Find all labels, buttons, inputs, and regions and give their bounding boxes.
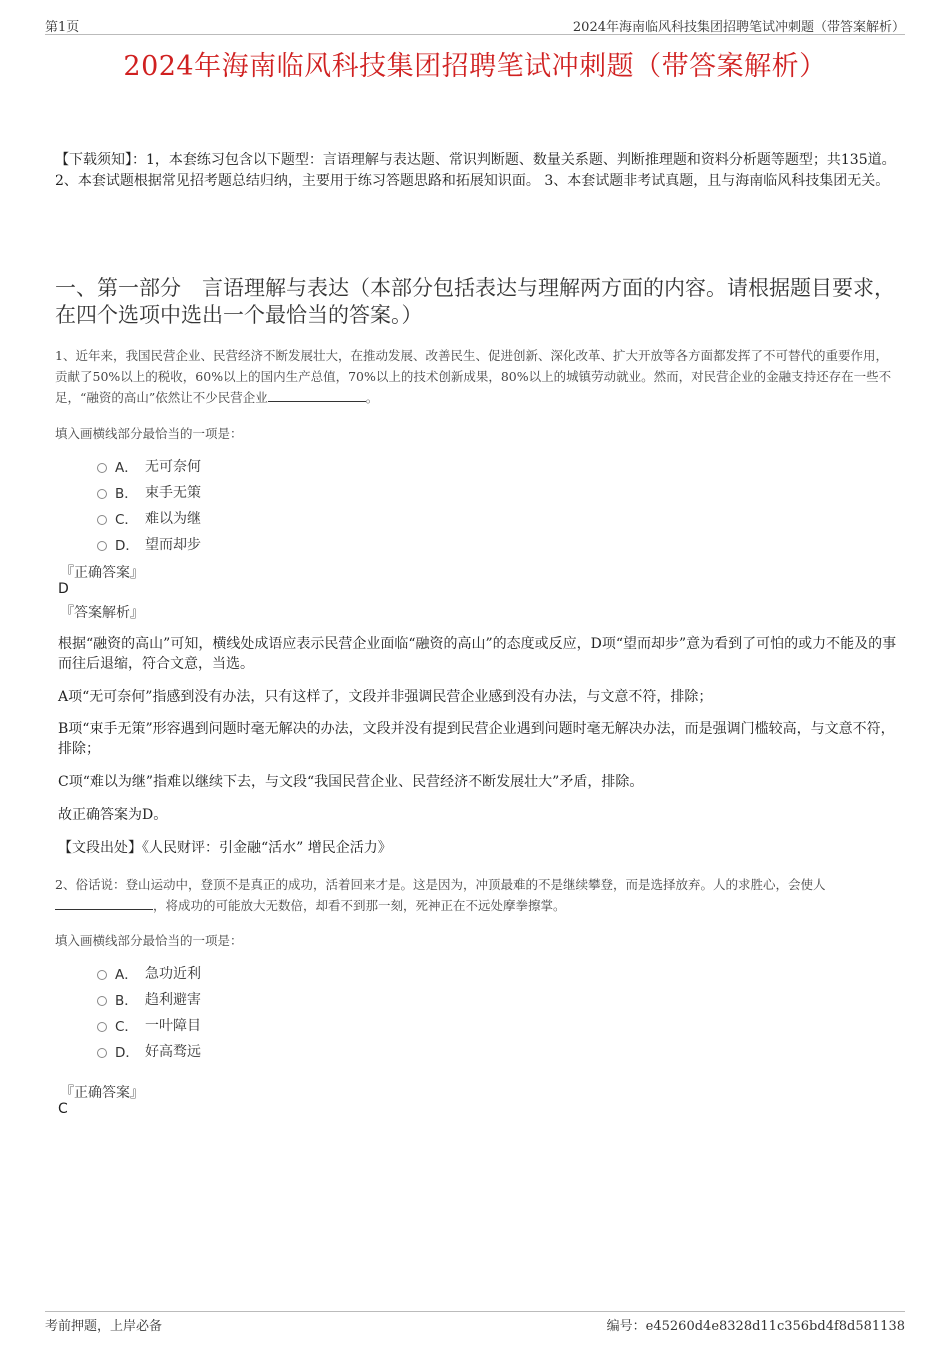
question-2-option-a[interactable]: A． 急功近利	[97, 960, 201, 986]
page-header	[45, 14, 905, 35]
analysis-paragraph: 根据“融资的高山”可知，横线处成语应表示民营企业面临“融资的高山”的态度或反应，D项“望而却步”意为看到了可怕的或力不能及的事而往后退缩，符合文意，当选。	[58, 636, 897, 672]
question-2-text-after: ，将成功的可能放大无数倍，却看不到那一刻，死神正在不远处摩拳擦掌。	[153, 898, 566, 913]
question-1-answer: D	[58, 581, 69, 597]
radio-icon[interactable]	[97, 1048, 107, 1058]
analysis-paragraph: A项“无可奈何”指感到没有办法，只有这样了，文段并非强调民营企业感到没有办法，与文意不符，排除；	[58, 689, 713, 705]
footer-serial: 编号：e45260d4e8328d11c356bd4f8d581138	[606, 1319, 905, 1334]
question-1-text	[55, 345, 900, 408]
question-2-text	[55, 874, 900, 916]
question-2-answer: C	[58, 1101, 68, 1117]
question-1-analysis-label: 『答案解析』	[60, 605, 144, 621]
question-1-options	[97, 453, 201, 557]
question-2-answer-label: 『正确答案』	[60, 1085, 144, 1101]
radio-icon[interactable]	[97, 463, 107, 473]
analysis-paragraph: B项“束手无策”形容遇到问题时毫无解决的办法，文段并没有提到民营企业遇到问题时毫无解决办法，而是强调门槛较高，与文意不符，排除；	[58, 721, 895, 757]
question-2-text-before: 2、俗话说：登山运动中，登顶不是真正的成功，活着回来才是。这是因为，冲顶最难的不是继续攀登，而是选择放弃。人的求胜心，会使人	[55, 877, 826, 892]
question-2-options	[97, 960, 201, 1064]
radio-icon[interactable]	[97, 1022, 107, 1032]
question-1-answer-label: 『正确答案』	[60, 565, 144, 581]
radio-icon[interactable]	[97, 970, 107, 980]
page-number: 第1页	[45, 20, 80, 35]
question-1-prompt: 填入画横线部分最恰当的一项是：	[55, 426, 243, 441]
question-2-blank	[55, 896, 153, 910]
question-1-option-a[interactable]: A． 无可奈何	[97, 453, 201, 479]
radio-icon[interactable]	[97, 489, 107, 499]
section-title: 一、第一部分 言语理解与表达（本部分包括表达与理解两方面的内容。请根据题目要求，在四个选项中选出一个最恰当的答案。）	[55, 276, 895, 327]
question-1-option-c[interactable]: C． 难以为继	[97, 505, 201, 531]
analysis-paragraph: C项“难以为继”指难以继续下去，与文段“我国民营企业、民营经济不断发展壮大”矛盾，排除。	[58, 774, 644, 790]
radio-icon[interactable]	[97, 541, 107, 551]
question-1-blank	[268, 388, 366, 402]
analysis-paragraph: 故正确答案为D。	[58, 807, 168, 823]
footer-slogan: 考前押题，上岸必备	[45, 1319, 163, 1334]
source-citation: 【文段出处】《人民财评：引金融“活水” 增民企活力》	[58, 840, 392, 856]
question-2-option-c[interactable]: C． 一叶障目	[97, 1012, 201, 1038]
question-1-text-after: 。	[365, 390, 379, 405]
question-1-option-d[interactable]: D． 望而却步	[97, 531, 201, 557]
question-1-option-b[interactable]: B． 束手无策	[97, 479, 201, 505]
question-1-text-before: 1、近年来，我国民营企业、民营经济不断发展壮大，在推动发展、改善民生、促进创新、深化改革、扩大开放等各方面都发挥了不可替代的重要作用，贡献了50%以上的税收，60%以上的国内生产总值，70%以上的技术创新成果，80%以上的城镇劳动就业。然而，对民营企业的金融支持还存在一些不足，“融资的高山”依然让不少民营企业	[55, 348, 892, 405]
radio-icon[interactable]	[97, 996, 107, 1006]
question-2-option-b[interactable]: B． 趋利避害	[97, 986, 201, 1012]
header-doc-title: 2024年海南临风科技集团招聘笔试冲刺题（带答案解析）	[572, 20, 905, 35]
question-2-prompt: 填入画横线部分最恰当的一项是：	[55, 933, 243, 948]
page-footer	[45, 1311, 905, 1332]
download-notice: 【下载须知】：1，本套练习包含以下题型：言语理解与表达题、常识判断题、数量关系题、判断推理题和资料分析题等题型；共135道。 2、本套试题根据常见招考题总结归纳，主要用于练习答题思路和拓展知识面。 3、本套试题非考试真题，且与海南临风科技集团无关。	[55, 152, 896, 189]
radio-icon[interactable]	[97, 515, 107, 525]
document-title: 2024年海南临风科技集团招聘笔试冲刺题（带答案解析）	[123, 51, 827, 82]
question-2-option-d[interactable]: D． 好高骛远	[97, 1038, 201, 1064]
